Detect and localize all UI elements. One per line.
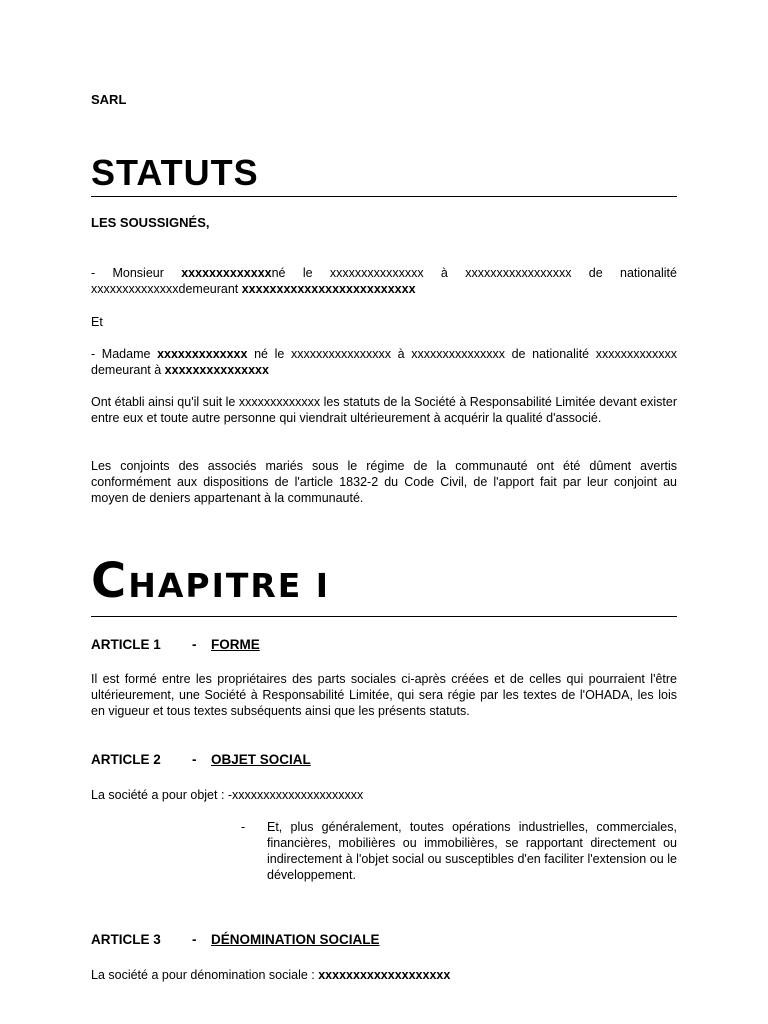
article-2-text: La société a pour objet : -xxxxxxxxxxxxxxxxxxxxx [91,788,364,802]
intro-paragraph-monsieur: - Monsieur xxxxxxxxxxxxxné le xxxxxxxxxxxxxxx à xxxxxxxxxxxxxxxxx de nationalité xxxxxxxxxxxxxxdemeurant xxxxxxxxxxxxxxxxxxxxxxxxx [91,266,677,296]
article-2-bullet-text: Et, plus généralement, toutes opérations industrielles, commerciales, financières, mobilières ou immobilières, se rapportant directement ou indirectement à l'objet social ou susceptibles d'en faciliter l'extension ou le développement. [267,820,677,882]
intro-paragraph-conjoints: Les conjoints des associés mariés sous le régime de la communauté ont été dûment avertis conformément aux dispositions de l'article 1832-2 du Code Civil, de l'apport fait par leur conjoint au moyen de deniers appartenant à la communauté. [91,459,677,505]
chapter-title: CHAPITRE I [91,553,331,609]
document-title: STATUTS [91,152,259,193]
article-2-bullet [241,819,677,883]
intro-paragraph-madame: - Madame xxxxxxxxxxxxx né le xxxxxxxxxxxxxxxx à xxxxxxxxxxxxxxx de nationalité xxxxxxxxxxxxx demeurant à xxxxxxxxxxxxxxx [91,347,678,377]
article-3-heading: ARTICLE 3 - DÉNOMINATION SOCIALE [91,932,380,947]
company-type: SARL [91,92,127,107]
article-3-text: La société a pour dénomination sociale : xxxxxxxxxxxxxxxxxxx [91,968,451,982]
chapter-divider [91,616,677,617]
intro-heading: LES SOUSSIGNÉS, [91,215,210,230]
article-1-text: Il est formé entre les propriétaires des parts sociales ci-après créées et de celles qui pourraient l'être ultérieurement, une Société à Responsabilité Limitée, qui sera régie par les textes de l'OHADA, les lois en vigueur et tous textes subséquents ainsi que les présents statuts. [91,672,677,718]
article-2-heading: ARTICLE 2 - OBJET SOCIAL [91,752,311,767]
title-divider [91,196,677,197]
article-1-heading: ARTICLE 1 - FORME [91,637,260,652]
intro-et: Et [91,315,103,329]
intro-paragraph-statuts: Ont établi ainsi qu'il suit le xxxxxxxxxxxxx les statuts de la Société à Responsabilité Limitée devant exister entre eux et toute autre personne qui viendrait ultérieurement à acquérir la qualité d'associé. [91,395,677,425]
bullet-marker: - [241,820,246,834]
